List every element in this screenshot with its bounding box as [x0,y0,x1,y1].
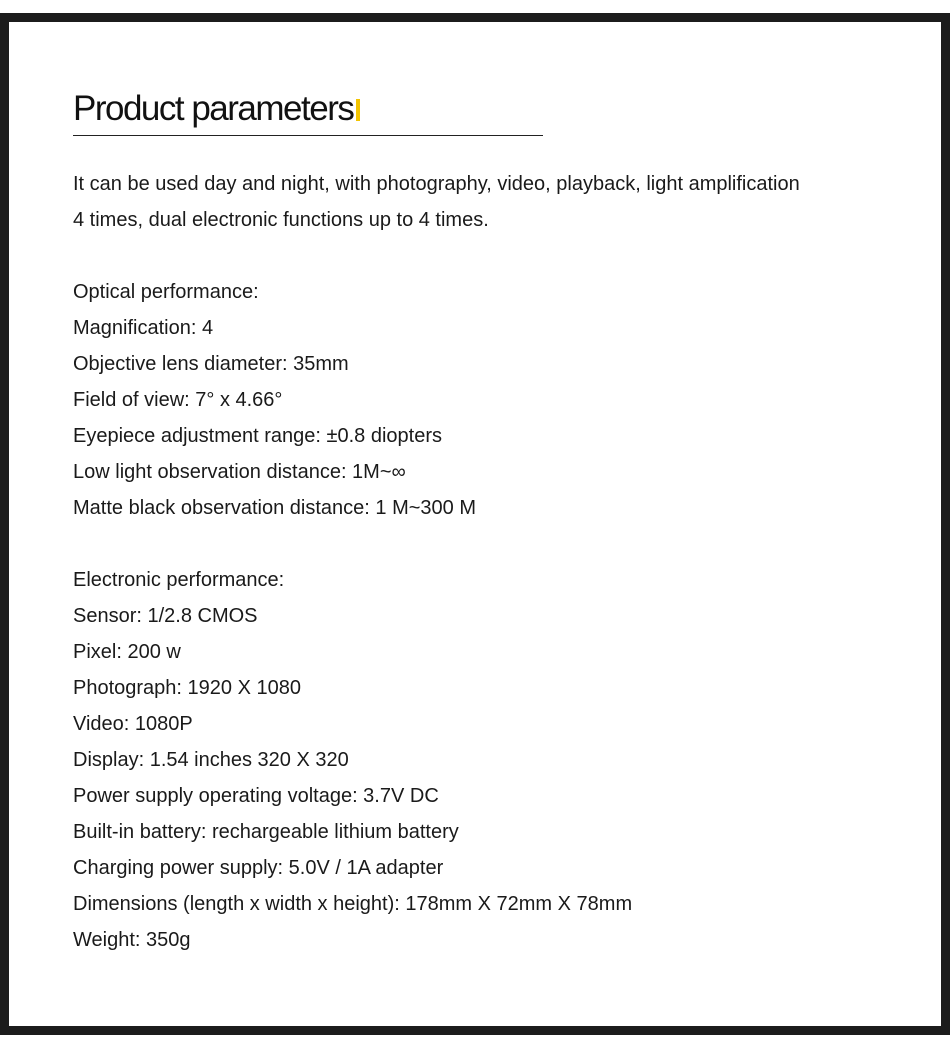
spacer [73,238,903,274]
electronic-item-weight: Weight: 350g [73,929,191,951]
optical-item-field-of-view: Field of view: 7° x 4.66° [73,389,283,411]
parameters-content [73,166,903,958]
title-accent-bar [356,99,360,121]
spacer [73,526,903,562]
electronic-item-dimensions: Dimensions (length x width x height): 178mm X 72mm X 78mm [73,893,633,915]
page-frame [0,13,950,1035]
title-section [73,79,543,136]
electronic-item-display: Display: 1.54 inches 320 X 320 [73,749,349,771]
optical-item-low-light-distance: Low light observation distance: 1M~∞ [73,461,406,483]
electronic-item-photograph: Photograph: 1920 X 1080 [73,677,301,699]
optical-item-eyepiece-range: Eyepiece adjustment range: ±0.8 diopters [73,425,442,447]
optical-item-magnification: Magnification: 4 [73,317,214,339]
page-title: Product parameters [73,89,354,128]
electronic-item-pixel: Pixel: 200 w [73,641,181,663]
intro-line-1: It can be used day and night, with photography, video, playback, light amplification [73,173,800,195]
electronic-item-video: Video: 1080P [73,713,193,735]
optical-item-lens-diameter: Objective lens diameter: 35mm [73,353,349,375]
electronic-heading: Electronic performance: [73,569,285,591]
electronic-item-charging: Charging power supply: 5.0V / 1A adapter [73,857,444,879]
optical-heading: Optical performance: [73,281,259,303]
intro-line-2: 4 times, dual electronic functions up to 4 times. [73,209,489,231]
optical-item-black-distance: Matte black observation distance: 1 M~300 M [73,497,476,519]
electronic-item-sensor: Sensor: 1/2.8 CMOS [73,605,258,627]
electronic-item-voltage: Power supply operating voltage: 3.7V DC [73,785,439,807]
electronic-item-battery: Built-in battery: rechargeable lithium battery [73,821,459,843]
